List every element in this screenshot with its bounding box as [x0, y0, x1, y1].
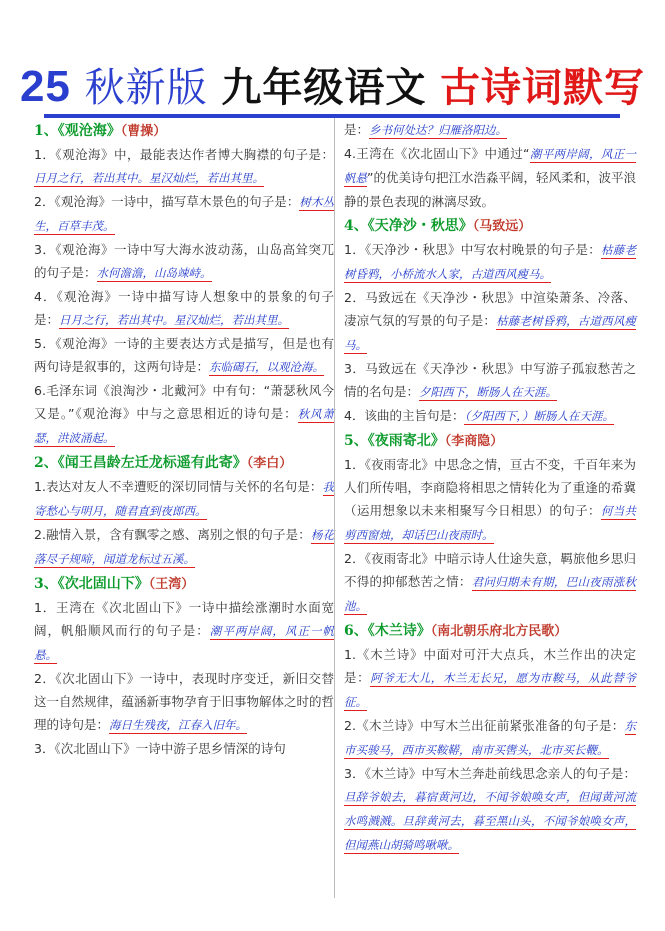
question-item: [34, 737, 334, 760]
right-column: [344, 118, 636, 857]
question-item: [34, 523, 334, 571]
answer-text: 潮平两岸阔，风正一帆悬: [344, 147, 637, 185]
section-title: 4、《天净沙・秋思》: [344, 218, 473, 234]
question-text: 2．《夜雨寄北》中暗示诗人仕途失意，羁旅他乡思归不得的抑郁愁苦之情：: [344, 551, 636, 589]
question-item: [344, 762, 636, 857]
section-title: 5、《夜雨寄北》: [344, 433, 445, 449]
answer-text: 枯藤老树昏鸦，小桥流水人家，古道西风瘦马。: [344, 243, 636, 281]
title-edition: 秋新版: [84, 65, 208, 111]
question-text: 是：: [344, 122, 370, 137]
question-text: 3．《观沧海》一诗中写大海水波动荡，山岛高耸突兀的句子是：: [34, 242, 334, 280]
answer-text: 何当共剪西窗烛，却话巴山夜雨时。: [344, 504, 636, 542]
question-item: [34, 285, 334, 332]
question-text: 3．《次北固山下》一诗中游子思乡情深的诗句: [34, 741, 286, 756]
question-text: 1．《夜雨寄北》中思念之情，亘古不变，千百年来为人们所传唱，李商隐将相思之情转化为了重逢的希冀（运用想象以未来相聚写今日相思）的句子：: [344, 457, 636, 518]
question-text: 6.毛泽东词《浪淘沙・北戴河》中有句：“萧瑟秋风今又是。”《观沧海》中与之意思相近的诗句是：: [34, 383, 334, 421]
section-heading: [344, 430, 636, 453]
title-number: 25: [19, 62, 71, 111]
answer-text: 阿爷无大儿，木兰无长兄，愿为市鞍马，从此替爷征。: [344, 671, 636, 709]
question-tail: ”的优美诗句把江水浩淼平阔，轻风柔和，波平浪静的景色表现的淋漓尽致。: [344, 170, 637, 209]
answer-text: （夕阳西下，）断肠人在天涯。: [464, 409, 614, 423]
question-item: [344, 357, 636, 404]
question-item: [344, 238, 636, 286]
question-text: 1．《观沧海》中，最能表达作者博大胸襟的句子是：: [34, 147, 334, 162]
answer-text: 君问归期未有期，巴山夜雨涨秋池。: [344, 575, 636, 613]
question-item: [34, 475, 334, 523]
question-item: [344, 286, 636, 357]
section-title: 2、《闻王昌龄左迁龙标遥有此寄》: [34, 455, 247, 471]
question-item: [34, 238, 334, 285]
section-author: （曹操）: [120, 124, 167, 139]
question-item: [344, 714, 636, 762]
answer-text: 水何澹澹，山岛竦峙。: [96, 266, 212, 280]
question-text: 4．《观沧海》一诗中描写诗人想象中的景象的句子是：: [34, 289, 334, 327]
answer-text: 杨花落尽子规啼，闻道龙标过五溪。: [34, 528, 335, 566]
question-item: [34, 143, 334, 190]
question-item: [34, 667, 334, 737]
answer-text: 日月之行，若出其中。星汉灿烂，若出其里。: [34, 171, 264, 185]
question-text: 2.融情入景，含有飘零之感、离别之恨的句子是：: [34, 527, 311, 542]
answer-text: 潮平两岸阔，风正一帆悬。: [34, 624, 334, 662]
question-text: 2．马致远在《天净沙・秋思》中渲染萧条、冷落、凄凉气氛的写景的句子是：: [344, 290, 636, 328]
section-author: （王湾）: [148, 577, 195, 592]
title-grade: 九年级语文: [221, 65, 427, 111]
answer-text: 乡书何处达？归雁洛阳边。: [369, 123, 508, 137]
answer-text: 我寄愁心与明月，随君直到夜郎西。: [34, 480, 334, 518]
question-item: [34, 379, 334, 450]
question-text: 4.王湾在《次北固山下》中通过“: [344, 146, 530, 161]
question-item: [344, 404, 636, 428]
question-item: [344, 142, 636, 213]
answer-text: 日月之行，若出其中。星汉灿烂，若出其里。: [59, 313, 290, 327]
question-text: 5．《观沧海》一诗的主要表达方式是描写，但是也有两句诗是叙事的，这两句诗是：: [34, 336, 334, 374]
question-text: 3．《木兰诗》中写木兰奔赴前线思念亲人的句子是：: [344, 766, 636, 781]
question-text: 1.表达对友人不幸遭贬的深切同情与关怀的名句是：: [34, 479, 323, 494]
section-author: （李商隐）: [444, 434, 504, 449]
section-heading: [344, 620, 636, 643]
page-title: [0, 58, 665, 116]
section-title: 6、《木兰诗》: [344, 623, 431, 639]
question-text: 2.《木兰诗》中写木兰出征前紧张准备的句子是：: [344, 718, 625, 733]
answer-text: 东临碣石，以观沧海。: [209, 360, 325, 374]
section-author: （南北朝乐府北方民歌）: [430, 624, 568, 639]
question-item: [344, 118, 636, 142]
section-heading: [34, 120, 334, 143]
section-heading: [34, 573, 334, 596]
answer-text: 枯藤老树昏鸦，古道西风瘦马。: [344, 314, 636, 352]
section-heading: [344, 215, 636, 238]
answer-text: 秋风萧瑟，洪波涌起。: [34, 407, 334, 445]
question-item: [34, 332, 334, 379]
answer-text: 东市买骏马，西市买鞍鞯，南市买辔头，北市买长鞭。: [344, 719, 636, 757]
title-topic: 古诗词默写: [440, 65, 646, 111]
section-author: （李白）: [246, 456, 293, 471]
answer-text: 海日生残夜，江春入旧年。: [109, 718, 248, 732]
question-text: 1.《木兰诗》中面对可汗大点兵，木兰作出的决定是：: [344, 647, 636, 685]
question-item: [344, 643, 636, 714]
section-author: （马致远）: [472, 219, 532, 234]
left-column: [34, 118, 334, 760]
question-item: [34, 190, 334, 238]
answer-text: 树木丛生，百草丰茂。: [34, 195, 334, 233]
section-title: 3、《次北固山下》: [34, 576, 149, 592]
section-title: 1、《观沧海》: [34, 123, 121, 139]
answer-text: 旦辞爷娘去，暮宿黄河边，不闻爷娘唤女声，但闻黄河流水鸣溅溅。旦辞黄河去，暮至黑山头，不闻爷娘唤女声，但闻燕山胡骑鸣啾啾。: [344, 790, 636, 852]
answer-text: 夕阳西下，断肠人在天涯。: [419, 385, 558, 399]
question-text: 2．《次北固山下》一诗中，表现时序变迁，新旧交替这一自然规律，蕴涵新事物孕育于旧事物解体之时的哲理的诗句是：: [34, 671, 335, 732]
question-text: 4．该曲的主旨句是：: [344, 408, 465, 423]
section-heading: [34, 452, 334, 475]
question-text: 3．马致远在《天净沙・秋思》中写游子孤寂愁苦之情的名句是：: [344, 361, 636, 399]
question-item: [344, 547, 636, 618]
question-text: 1．《天净沙・秋思》中写农村晚景的句子是：: [344, 242, 601, 257]
column-divider: [334, 118, 335, 898]
question-item: [34, 596, 334, 667]
question-text: 1．王湾在《次北固山下》一诗中描绘涨潮时水面宽阔，帆船顺风而行的句子是：: [34, 600, 334, 638]
question-text: 2．《观沧海》一诗中，描写草木景色的句子是：: [34, 194, 300, 209]
question-item: [344, 453, 636, 547]
